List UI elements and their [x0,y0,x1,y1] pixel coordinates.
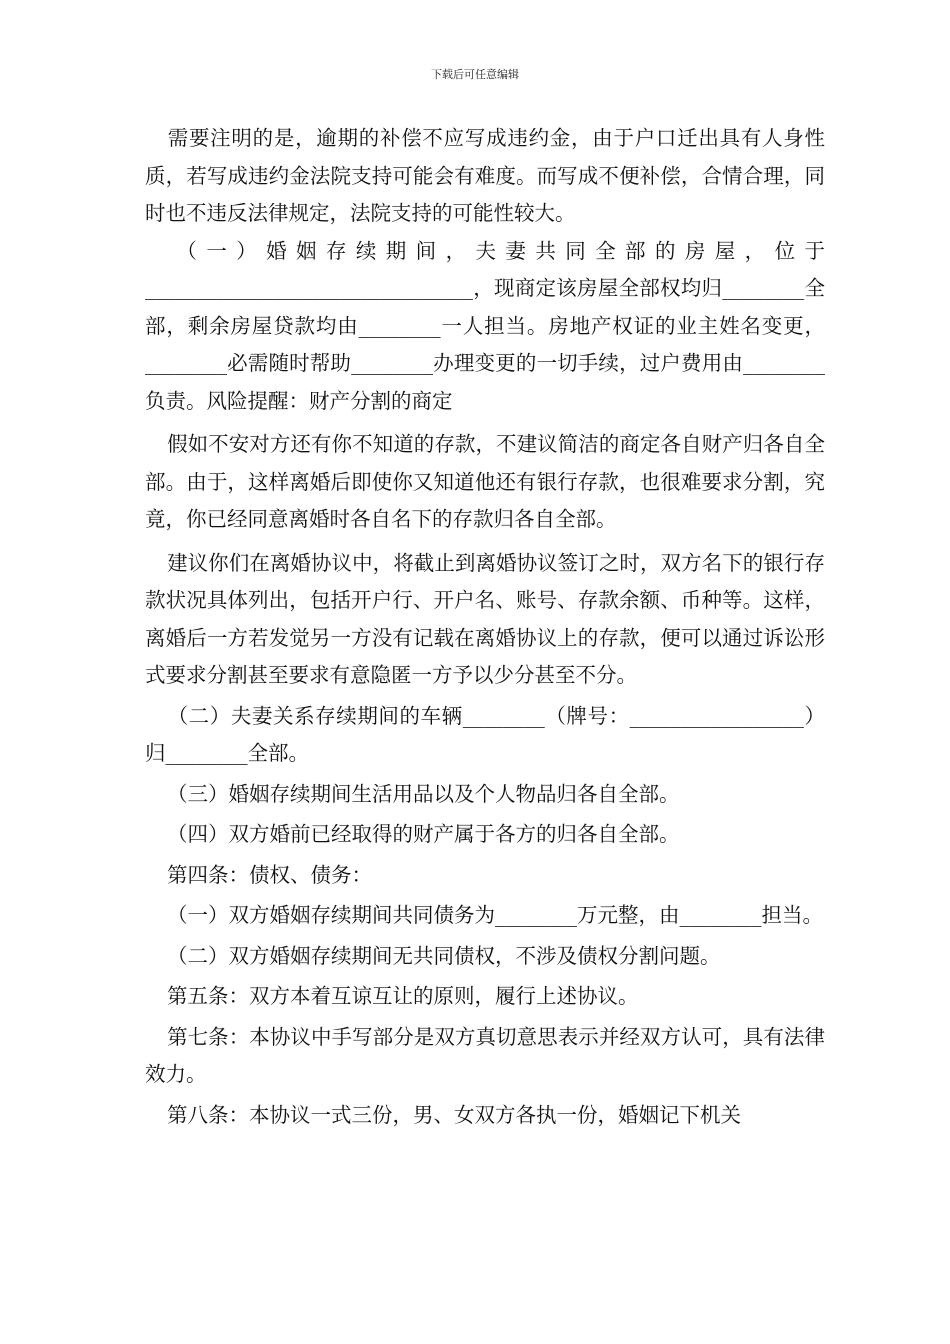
paragraph-11: 第五条：双方本着互谅互让的原则，履行上述协议。 [167,984,639,1008]
page-header: 下载后可任意编辑 [431,68,519,81]
paragraph-3: 假如不安对方还有你不知道的存款，不建议简洁的商定各自财产归各自全部。由于，这样离婚后即使你又知道他还有银行存款，也很难要求分割，究竟，你已经同意离婚时各自名下的存款归各自全部。 [145,432,825,531]
paragraph-8: 第四条：债权、债务： [167,862,372,887]
paragraph-10: （二）双方婚姻存续期间无共同债权，不涉及债权分割问题。 [167,943,721,968]
paragraph-2: （一）婚姻存续期间，夫妻共同全部的房屋，位于________________________________，现商定该房屋全部权均归________全部，剩余房屋贷款均由________一人担当。房地产权证的业主姓名变更，________必需随时帮助________办理变更的一切手续，过户费用由________负责。风险提醒：财产分割的商定 [145,238,825,413]
document-body [145,120,825,1134]
paragraph-9: （一）双方婚姻存续期间共同债务为________万元整，由________担当。 [167,903,823,927]
paragraph-13: 第八条：本协议一式三份，男、女双方各执一份，婚姻记下机关 [167,1102,741,1127]
paragraph-6: （三）婚姻存续期间生活用品以及个人物品归各自全部。 [167,781,680,806]
paragraph-1: 需要注明的是，逾期的补偿不应写成违约金，由于户口迁出具有人身性质，若写成违约金法院支持可能会有难度。而写成不便补偿，合情合理，同时也不违反法律规定，法院支持的可能性较大。 [145,126,825,225]
paragraph-7: （四）双方婚前已经取得的财产属于各方的归各自全部。 [167,822,680,846]
paragraph-5: （二）夫妻关系存续期间的车辆________（牌号：_________________）归________全部。 [145,703,825,765]
paragraph-12: 第七条：本协议中手写部分是双方真切意思表示并经双方认可，具有法律效力。 [145,1024,825,1086]
paragraph-4: 建议你们在离婚协议中，将截止到离婚协议签订之时，双方名下的银行存款状况具体列出，包括开户行、开户名、账号、存款余额、币种等。这样，离婚后一方若发觉另一方没有记载在离婚协议上的存款，便可以通过诉讼形式要求分割甚至要求有意隐匿一方予以少分甚至不分。 [145,550,825,687]
